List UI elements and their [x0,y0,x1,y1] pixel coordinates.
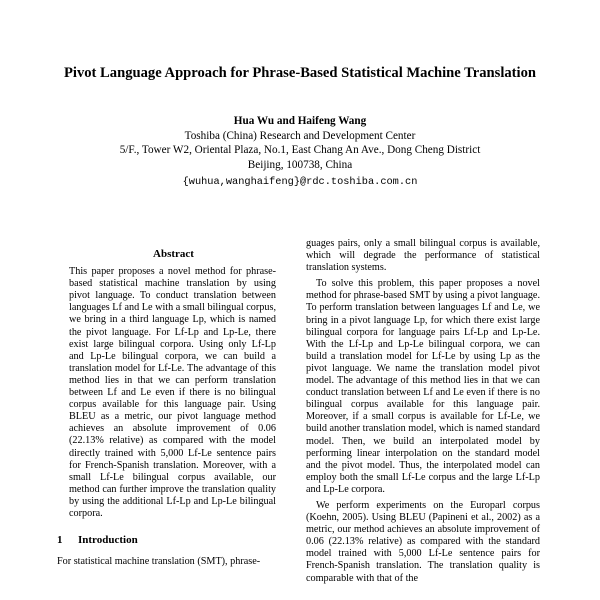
paragraph-1: guages pairs, only a small bilingual corpus is available, which will degrade the performance of statistical translation systems. [306,238,540,274]
abstract-heading: Abstract [153,248,194,260]
left-column [57,248,290,568]
paragraph-2: To solve this problem, this paper proposes a novel method for phrase-based SMT by using a pivot language. To perform translation between languages Lf and Le, we bring in a pivot language Lp, for which there exist large bilingual corpora for language pairs Lf-Lp and Lp-Le. With the Lf-Lp and Lp-Le bilingual corpora, we can build a translation model for Lf-Le by using Lp as the pivot language. We name the translation model pivot model. The advantage of this method lies in that we can conduct translation between Lf and Le even if there is no bilingual corpus available for this language pair. Moreover, if a small corpus is available for Lf-Le, we build another translation model, which is named standard model. Then, we build an interpolated model by performing linear interpolation on the standard model and the pivot model. Thus, the interpolated model can employ both the small Lf-Le corpus and the large Lf-Lp and Lp-Le corpora. [306,278,540,495]
section-number: 1 [57,534,63,547]
address-line-2: Beijing, 100738, China [247,158,353,171]
section-heading [57,534,290,546]
abstract-body [57,266,290,520]
paper-title: Pivot Language Approach for Phrase-Based Statistical Machine Translation [63,65,536,81]
right-column [306,238,540,589]
intro-clip [57,556,290,568]
section-title: Introduction [78,534,138,547]
intro-first-line: For statistical machine translation (SMT), phrase- [57,556,261,568]
paragraph-3: We perform experiments on the Europarl corpus (Koehn, 2005). Using BLEU (Papineni et al., 2002) as a metric, our method achieves an absolute improvement of 0.06 (22.13% relative) as compared with the standard model trained with 5,000 Lf-Le sentence pairs for French-Spanish translation. The translation quality is comparable with that of the [306,499,540,584]
address-line-1: 5/F., Tower W2, Oriental Plaza, No.1, East Chang An Ave., Dong Cheng District [119,144,481,157]
email: {wuhua,wanghaifeng}@rdc.toshiba.com.cn [182,176,418,189]
affiliation: Toshiba (China) Research and Development Center [184,129,416,142]
author-block [60,114,540,190]
abstract-text: This paper proposes a novel method for phrase-based statistical machine translation by using pivot language. To conduct translation between languages Lf and Le with a small bilingual corpus, we bring in a third language Lp, which is named the pivot language. For Lf-Lp and Lp-Le, there exist large bilingual corpora. Using only Lf-Lp and Lp-Le bilingual corpora, we can build a translation model for Lf-Le. The advantage of this method lies in that we can perform translation between Lf and Le even if there is no bilingual corpus available for this language pair. Using BLEU as a metric, our pivot language method achieves an absolute improvement of 0.06 (22.13% relative) as compared with the model directly trained with 5,000 Lf-Le sentence pairs for French-Spanish translation. Moreover, with a small Lf-Le bilingual corpus available, our method can further improve the translation quality by using the additional Lf-Lp and Lp-Le bilingual corpora. [69,266,276,519]
authors: Hua Wu and Haifeng Wang [233,115,367,127]
